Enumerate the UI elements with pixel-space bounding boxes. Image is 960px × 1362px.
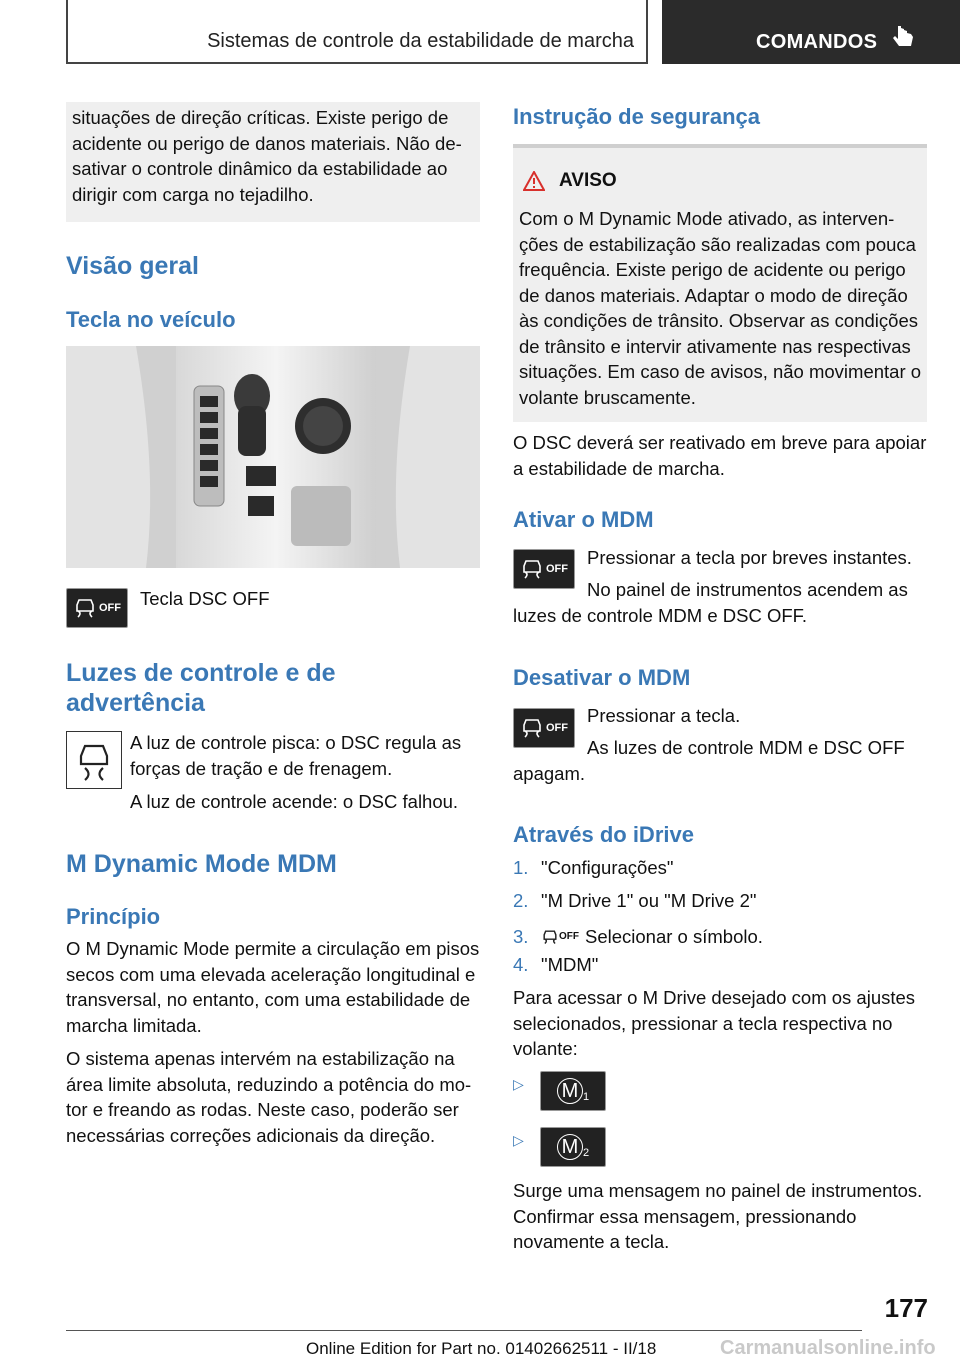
footer-edition: Online Edition for Part no. 01402662511 - II/18	[306, 1339, 657, 1358]
step-text: Selecionar o símbolo.	[585, 925, 763, 947]
heading-idrive: Através do iDrive	[513, 822, 694, 847]
warning-title: AVISO	[559, 170, 617, 191]
note-text: situações de direção críticas. Existe perigo de acidente ou perigo de danos materiais. Não desativar o controle dinâmico da estabilidade ao dirigir com carga no tejadilho.	[72, 107, 462, 205]
dsc-warning-light-icon	[66, 731, 122, 789]
step-number: 3.	[513, 925, 529, 947]
list-item	[513, 921, 927, 952]
center-console-image	[66, 346, 480, 568]
heading-principle: Princípio	[66, 904, 161, 929]
header-title-box	[66, 0, 648, 64]
activate-press-text: Pressionar a tecla por breves instantes.	[587, 547, 912, 568]
pointing-hand-icon	[892, 24, 916, 52]
dsc-off-icon-text: OFF	[99, 602, 121, 614]
dsc-off-label: Tecla DSC OFF	[140, 588, 270, 609]
m2-number: 2	[582, 1147, 590, 1159]
principle-paragraph-1: O M Dynamic Mode permite a circulação em pisos secos com uma elevada aceleração longitudinal e transversal, no entanto, com uma estabilidade de marcha limitada.	[66, 938, 480, 1036]
page-number: 177	[884, 1293, 928, 1323]
step-number: 1.	[513, 857, 529, 878]
warning-text: Com o M Dynamic Mode ativado, as intervenções de estabilização são realizadas com pouca frequência. Existe perigo de acidente ou perigo de danos materiais. Adaptar o modo de direção às condições de trânsito. Observar as condições de trânsito e intervir ativamente nas respectivas situações. Em caso de avisos, não movimentar o volante bruscamente.	[519, 208, 922, 408]
dsc-off-symbol-text: OFF	[559, 930, 579, 942]
dsc-reactivate-text: O DSC deverá ser reativado em breve para apoiar a estabilidade de marcha.	[513, 432, 927, 479]
heading-lights: Luzes de controle e de advertência	[66, 659, 336, 717]
car-skid-icon	[73, 597, 97, 619]
heading-deactivate-mdm: Desativar o MDM	[513, 665, 691, 690]
step-text: "M Drive 1" ou "M Drive 2"	[541, 890, 757, 911]
step-text: "Configurações"	[541, 857, 674, 878]
deactivate-icon-text: OFF	[546, 722, 568, 734]
deactivate-lights-text	[513, 735, 927, 786]
step-number: 2.	[513, 890, 529, 911]
lights-blink-text: A luz de controle pisca: o DSC regula as forças de tração e de frenagem.	[130, 732, 462, 779]
header-title: Sistemas de controle da estabilidade de marcha	[207, 30, 634, 52]
heading-activate-mdm: Ativar o MDM	[513, 507, 654, 532]
principle-text	[66, 936, 480, 1148]
bullet-m1: ▷	[513, 1076, 524, 1092]
list-item	[513, 888, 927, 921]
heading-key-in-vehicle: Tecla no veículo	[66, 307, 236, 332]
header-section-box	[662, 0, 960, 64]
bullet-m2: ▷	[513, 1132, 524, 1148]
idrive-steps-list	[513, 855, 927, 985]
warning-triangle-icon	[523, 171, 545, 191]
footer-divider	[66, 1330, 862, 1331]
heading-overview: Visão geral	[66, 252, 199, 280]
m1-number: 1	[582, 1091, 590, 1103]
m2-letter: M	[557, 1134, 583, 1160]
footer-watermark: Carmanualsonline.info	[720, 1337, 936, 1359]
list-item	[513, 952, 927, 985]
heading-safety: Instrução de segurança	[513, 104, 760, 129]
dsc-off-symbol-icon	[541, 924, 585, 950]
step-number: 4.	[513, 954, 529, 975]
m1-key-icon	[540, 1071, 606, 1111]
dsc-off-key-icon	[66, 588, 128, 628]
activate-icon-text: OFF	[546, 563, 568, 575]
warning-box	[513, 144, 927, 422]
heading-mdm: M Dynamic Mode MDM	[66, 850, 337, 878]
header-section-label: COMANDOS	[756, 31, 878, 53]
list-item	[513, 855, 927, 888]
note-box	[66, 102, 480, 222]
m1-letter: M	[557, 1078, 583, 1104]
activate-lights-paragraph: No painel de instrumentos acendem as luzes de controle MDM e DSC OFF.	[513, 579, 908, 626]
deactivate-lights-paragraph: As luzes de controle MDM e DSC OFF apagam.	[513, 737, 905, 784]
step-text: "MDM"	[541, 954, 599, 975]
final-text: Surge uma mensagem no painel de instrumentos. Confirmar essa mensagem, pressionando novamente a tecla.	[513, 1180, 923, 1252]
access-text: Para acessar o M Drive desejado com os ajustes selecionados, pressionar a tecla respectiva no volante:	[513, 987, 916, 1059]
lights-on-text: A luz de controle acende: o DSC falhou.	[130, 791, 459, 812]
deactivate-press-text: Pressionar a tecla.	[587, 705, 741, 726]
m2-key-icon	[540, 1127, 606, 1167]
principle-paragraph-2: O sistema apenas intervém na estabilização na área limite absoluta, reduzindo a potência do motor e freando as rodas. Neste caso, poderão ser necessárias correções adicionais da direção.	[66, 1048, 472, 1146]
activate-lights-text	[513, 577, 927, 628]
lights-text	[130, 730, 480, 815]
